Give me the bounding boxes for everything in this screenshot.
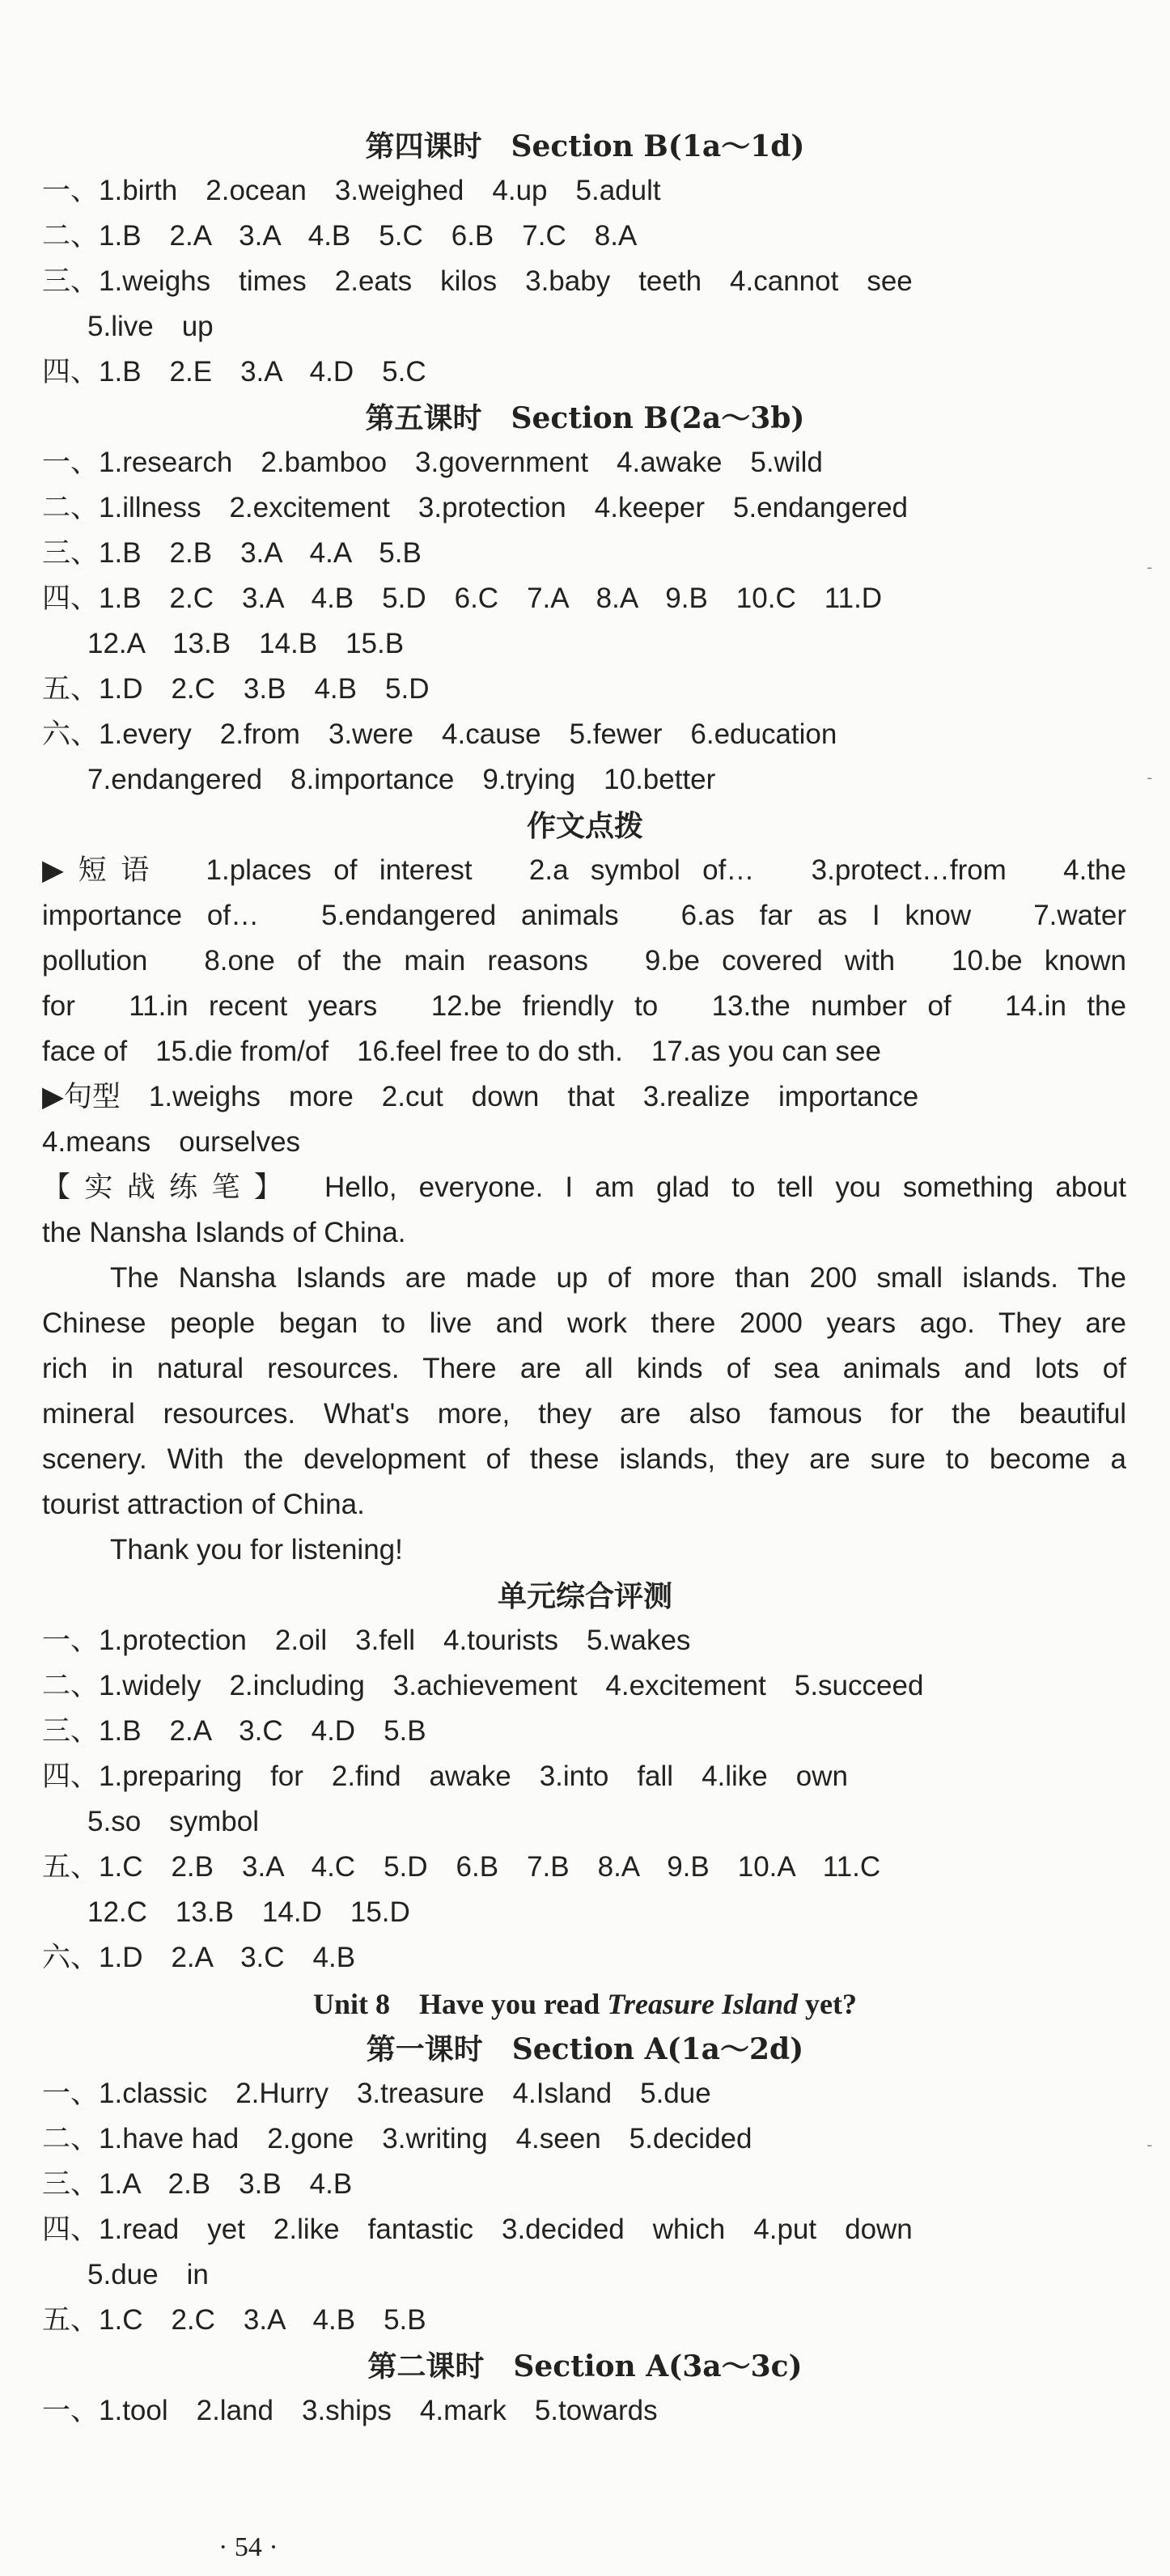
answer-line: 一、1.birth 2.ocean 3.weighed 4.up 5.adult	[42, 175, 661, 206]
answer-line: 六、1.every 2.from 3.were 4.cause 5.fewer 6.education	[42, 718, 837, 750]
answer-line: 五、1.C 2.C 3.A 4.B 5.B	[42, 2304, 426, 2336]
answer-line: 四、1.preparing for 2.find awake 3.into fall 4.like own	[42, 1760, 848, 1792]
answer-line: 三、1.B 2.B 3.A 4.A 5.B	[42, 537, 422, 569]
sentence-pattern-line: ▶句型 1.weighs more 2.cut down that 3.realize importance	[42, 1081, 919, 1112]
answer-line: 一、1.classic 2.Hurry 3.treasure 4.Island 5.due	[42, 2078, 711, 2109]
scan-mark: -	[1147, 769, 1152, 786]
phrase-line: for 11.in recent years 12.be friendly to 13.the number of 14.in the	[42, 990, 1126, 1022]
essay-line: rich in natural resources. There are all kinds of sea animals and lots of	[42, 1353, 1126, 1384]
answer-line: 5.so symbol	[87, 1806, 260, 1837]
unit-title	[0, 1987, 1170, 2021]
essay-line: Chinese people began to live and work there 2000 years ago. They are	[42, 1307, 1126, 1339]
section-heading: 第一课时 Section A(1a～2d)	[366, 2032, 804, 2066]
section-heading: 作文点拨	[526, 809, 643, 843]
answer-line: 5.live up	[87, 311, 214, 342]
answer-line: 三、1.A 2.B 3.B 4.B	[42, 2168, 353, 2200]
section-heading: 第二课时 Section A(3a～3c)	[367, 2349, 803, 2383]
book-title: Treasure Island	[607, 1988, 799, 2020]
answer-line: 五、1.D 2.C 3.B 4.B 5.D	[42, 673, 430, 705]
answer-line: 三、1.B 2.A 3.C 4.D 5.B	[42, 1715, 426, 1747]
answer-line: 5.due in	[87, 2259, 209, 2290]
answer-line: 二、1.illness 2.excitement 3.protection 4.keeper 5.endangered	[42, 492, 909, 523]
answer-line: 四、1.B 2.C 3.A 4.B 5.D 6.C 7.A 8.A 9.B 10.C 11.D	[42, 583, 883, 614]
essay-line: The Nansha Islands are made up of more than 200 small islands. The	[110, 1262, 1126, 1294]
phrase-line: importance of… 5.endangered animals 6.as far as I know 7.water	[42, 900, 1126, 931]
answer-line: 三、1.weighs times 2.eats kilos 3.baby teeth 4.cannot see	[42, 265, 913, 297]
phrase-line: face of 15.die from/of 16.feel free to do sth. 17.as you can see	[42, 1036, 881, 1067]
essay-line: Thank you for listening!	[110, 1534, 403, 1566]
answer-line: 12.A 13.B 14.B 15.B	[87, 628, 405, 659]
scan-mark: -	[1147, 558, 1152, 576]
section-heading: 单元综合评测	[497, 1579, 672, 1613]
answer-line: 7.endangered 8.importance 9.trying 10.better	[87, 764, 716, 795]
essay-line: 【实战练笔】 Hello, everyone. I am glad to tell you something about	[42, 1171, 1126, 1203]
scan-mark: -	[1147, 2136, 1152, 2154]
sentence-pattern-line: 4.means ourselves	[42, 1126, 301, 1158]
answer-line: 二、1.have had 2.gone 3.writing 4.seen 5.decided	[42, 2123, 752, 2154]
phrase-line: pollution 8.one of the main reasons 9.be covered with 10.be known	[42, 945, 1126, 977]
essay-line: scenery. With the development of these islands, they are sure to become a	[42, 1443, 1126, 1475]
answer-line: 一、1.research 2.bamboo 3.government 4.awake 5.wild	[42, 447, 823, 478]
answer-line: 四、1.B 2.E 3.A 4.D 5.C	[42, 356, 426, 388]
unit-title-end: yet?	[798, 1988, 858, 2020]
answer-line: 12.C 13.B 14.D 15.D	[87, 1896, 410, 1928]
answer-line: 五、1.C 2.B 3.A 4.C 5.D 6.B 7.B 8.A 9.B 10.A 11.C	[42, 1851, 881, 1883]
answer-line: 二、1.B 2.A 3.A 4.B 5.C 6.B 7.C 8.A	[42, 220, 638, 252]
page-number: · 54 ·	[218, 2532, 278, 2562]
essay-line: tourist attraction of China.	[42, 1489, 365, 1520]
section-heading: 第五课时 Section B(2a～3b)	[365, 401, 805, 435]
essay-line: the Nansha Islands of China.	[42, 1217, 406, 1248]
unit-title-main: Unit 8 Have you read	[312, 1988, 608, 2020]
answer-line: 一、1.protection 2.oil 3.fell 4.tourists 5.wakes	[42, 1625, 691, 1656]
essay-line: mineral resources. What's more, they are also famous for the beautiful	[42, 1398, 1126, 1430]
phrase-line: ▶短语 1.places of interest 2.a symbol of… 3.protect…from 4.the	[42, 854, 1126, 886]
answer-line: 一、1.tool 2.land 3.ships 4.mark 5.towards	[42, 2395, 658, 2426]
answer-line: 二、1.widely 2.including 3.achievement 4.excitement 5.succeed	[42, 1670, 924, 1701]
answer-line: 四、1.read yet 2.like fantastic 3.decided which 4.put down	[42, 2214, 913, 2245]
section-heading: 第四课时 Section B(1a～1d)	[365, 129, 805, 163]
answer-line: 六、1.D 2.A 3.C 4.B	[42, 1942, 356, 1973]
